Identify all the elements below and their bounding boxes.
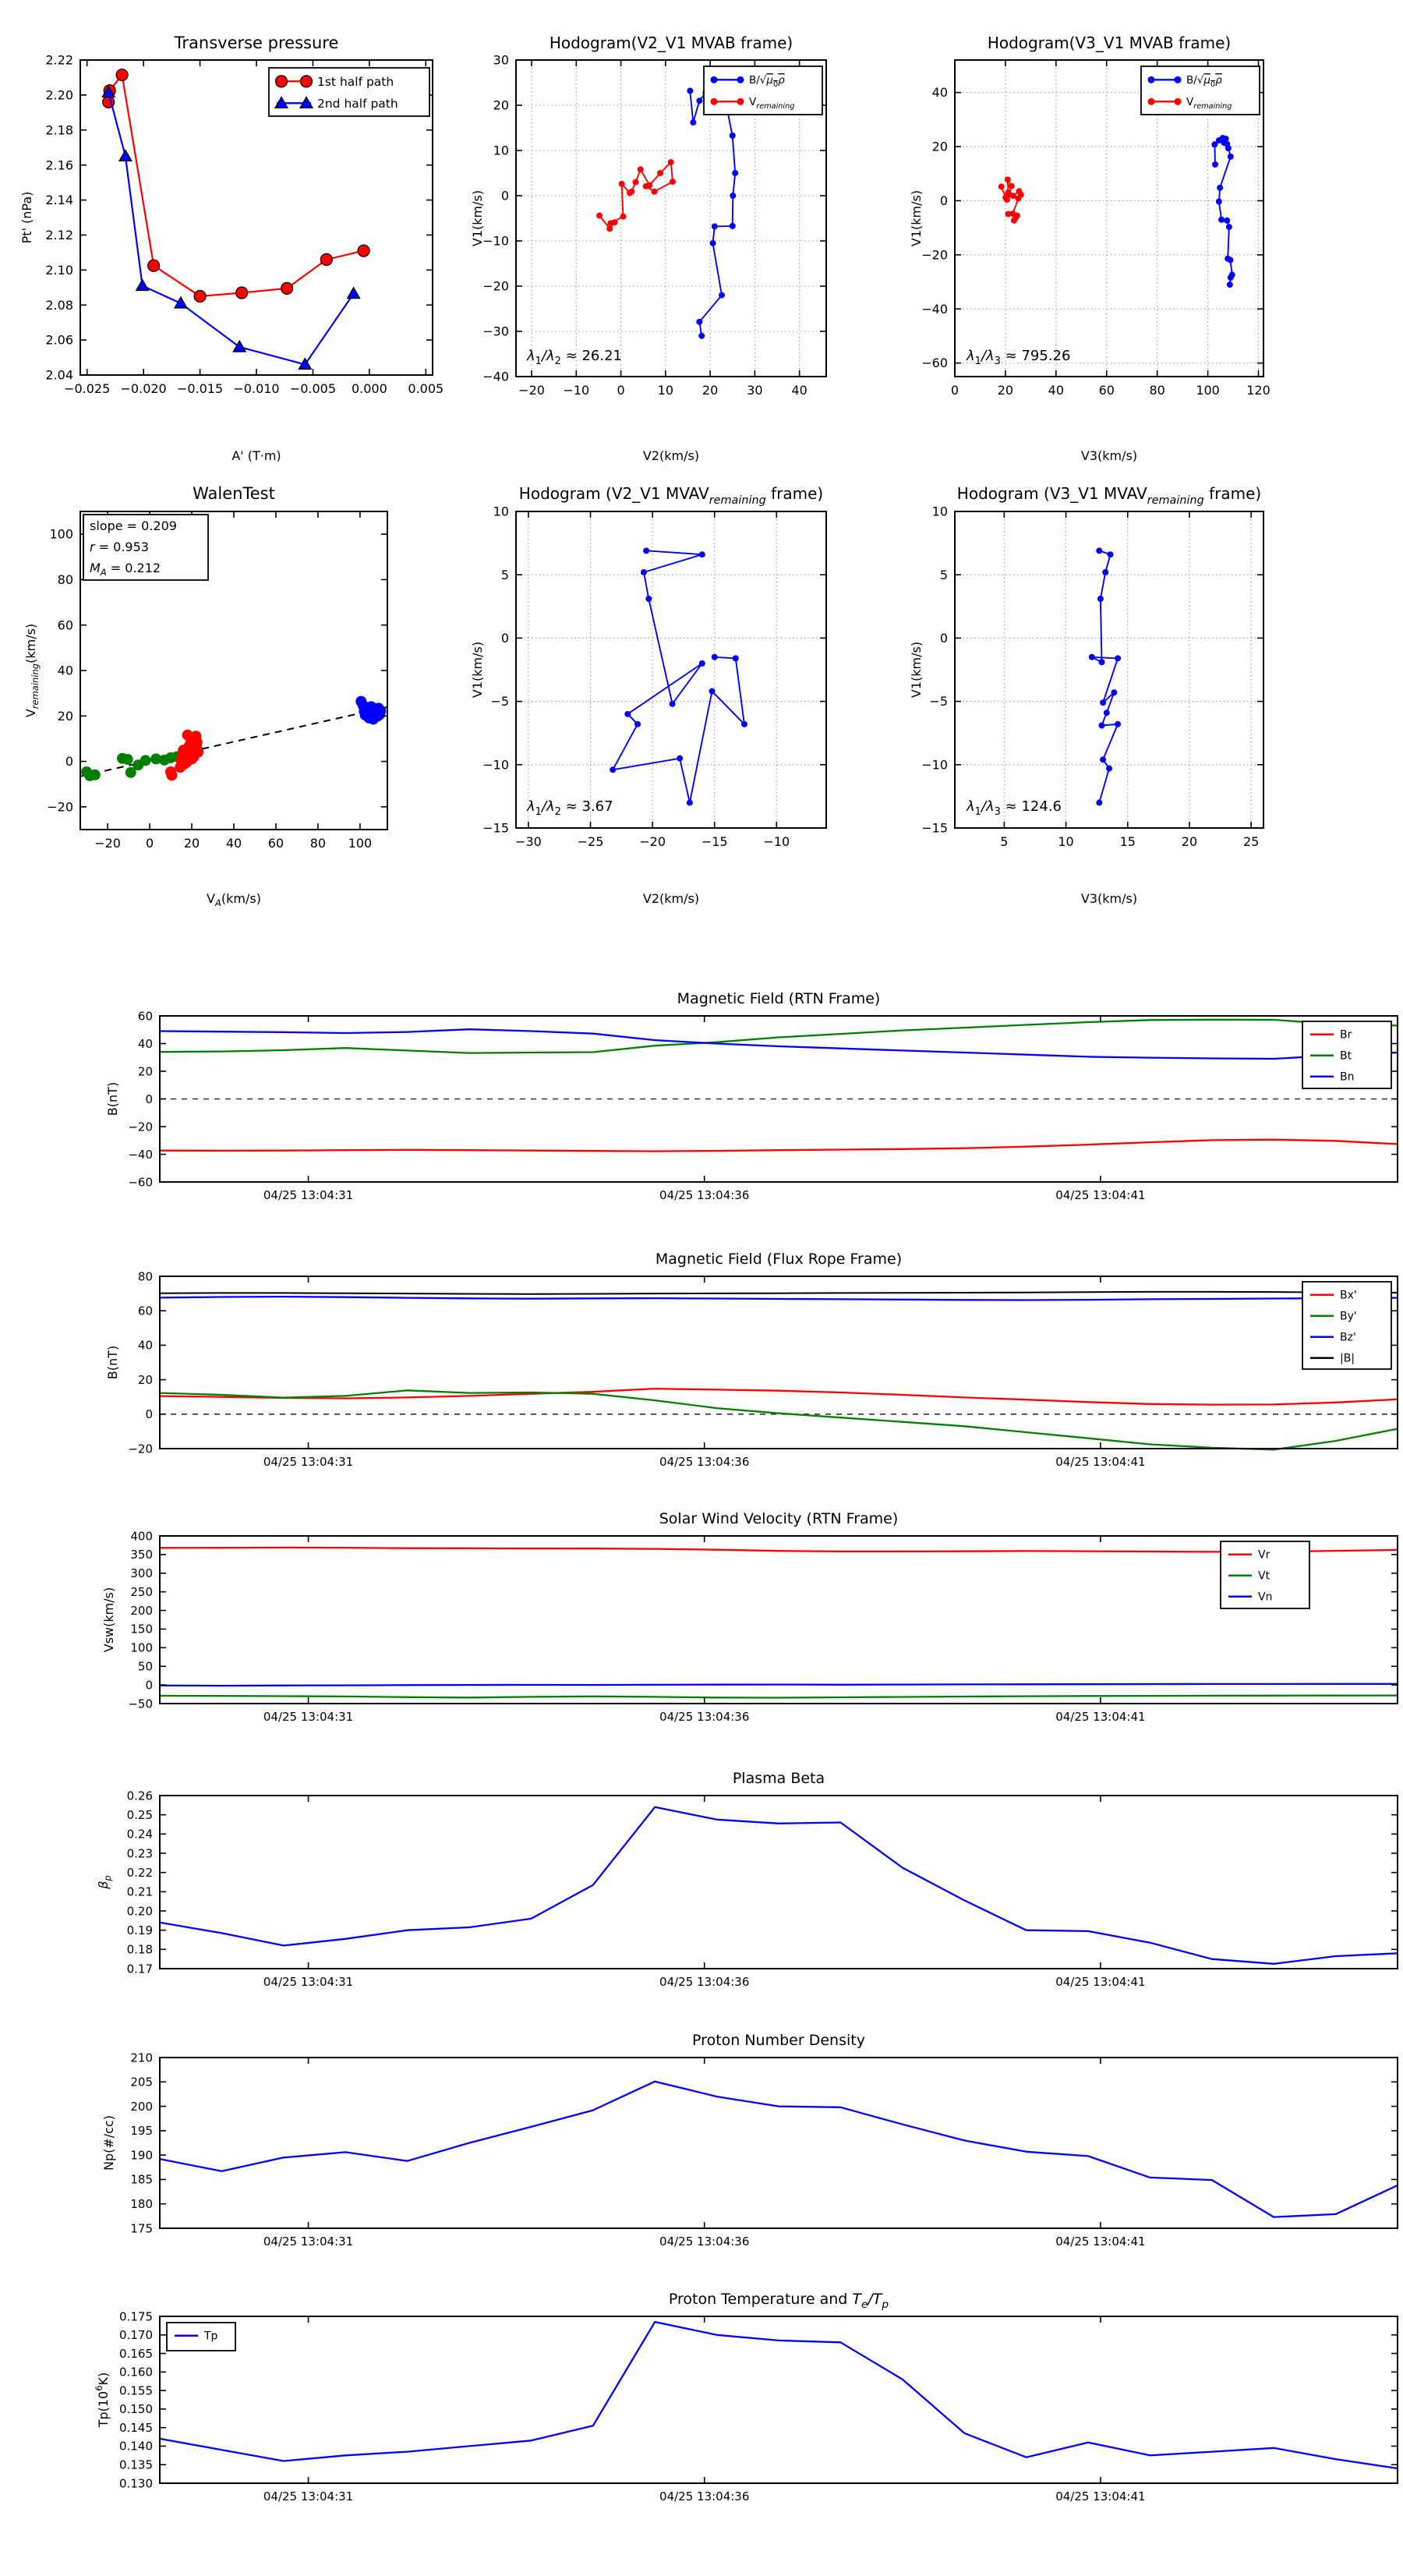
hodogram-v3v1-mvab-xtick-label: 80 (1149, 383, 1165, 398)
hodogram-v3v1-mvav-ytick-label: 5 (939, 567, 948, 582)
proton-number-density-xtick-label: 04/25 13:04:36 (659, 2235, 750, 2249)
walen-test-ytick-label: −20 (47, 799, 73, 815)
magnetic-field-flux-rope-legend-label: By' (1340, 1310, 1357, 1323)
hodogram-v2v1-mvav-ytick-label: 10 (493, 504, 509, 519)
magnetic-field-flux-rope-title: Magnetic Field (Flux Rope Frame) (655, 1251, 903, 1268)
magnetic-field-rtn-ytick-label: 0 (145, 1092, 153, 1106)
walen-test-ytick-label: 60 (57, 617, 73, 633)
proton-number-density-ytick-label: 175 (130, 2221, 153, 2236)
magnetic-field-rtn-title: Magnetic Field (RTN Frame) (677, 990, 881, 1007)
hodogram-v3v1-mvav-ytick-label: −5 (929, 694, 948, 709)
hodogram-v2v1-mvab-xtick-label: −10 (563, 383, 590, 398)
magnetic-field-rtn-legend-label: Br (1340, 1028, 1352, 1042)
hodogram-v2v1-mvav-ytick-label: 5 (500, 567, 509, 582)
chart-hodogram-v2v1-mvav (470, 484, 826, 906)
solar-wind-velocity-xtick-label: 04/25 13:04:41 (1055, 1710, 1146, 1724)
hodogram-v2v1-mvab-title: Hodogram(V2_V1 MVAB frame) (549, 34, 793, 52)
magnetic-field-flux-rope-legend (1302, 1282, 1391, 1369)
transverse-pressure-xtick-label: −0.025 (64, 381, 111, 396)
hodogram-v2v1-mvab-ytick-label: −40 (482, 369, 509, 384)
hodogram-v3v1-mvab-ytick-label: 0 (939, 193, 948, 209)
solar-wind-velocity-legend (1221, 1541, 1309, 1608)
walen-test-ytick-label: 40 (57, 663, 73, 678)
solar-wind-velocity-ytick-label: 100 (130, 1640, 153, 1655)
hodogram-v2v1-mvab-ytick-label: −10 (482, 233, 509, 249)
solar-wind-velocity-ytick-label: 150 (130, 1622, 153, 1637)
chart-hodogram-v3v1-mvav (909, 484, 1263, 906)
plasma-beta-ytick-label: 0.24 (126, 1827, 153, 1842)
transverse-pressure-xtick-label: 0.000 (351, 381, 387, 396)
solar-wind-velocity-series-vr (160, 1548, 1398, 1552)
hodogram-v3v1-mvab-xtick-label: 0 (950, 383, 959, 398)
proton-temperature-series-tp (160, 2322, 1398, 2468)
hodogram-v3v1-mvab-xtick-label: 120 (1246, 383, 1270, 398)
hodogram-v3v1-mvab-xtick-label: 100 (1196, 383, 1220, 398)
transverse-pressure-xtick-label: −0.005 (289, 381, 337, 396)
transverse-pressure-ytick-label: 2.12 (45, 228, 73, 243)
hodogram-v2v1-mvab-ytick-label: −20 (482, 278, 509, 294)
solar-wind-velocity-axes (160, 1536, 1398, 1704)
solar-wind-velocity-ytick-label: 400 (130, 1529, 153, 1544)
hodogram-v3v1-mvav-xlabel: V3(km/s) (1080, 891, 1138, 906)
solar-wind-velocity-legend-label: Vn (1258, 1591, 1273, 1604)
proton-temperature-ytick-label: 0.155 (119, 2383, 153, 2398)
proton-temperature-ytick-label: 0.130 (119, 2476, 153, 2491)
plasma-beta-ytick-label: 0.18 (126, 1942, 153, 1957)
walen-test-fit-line (80, 707, 387, 777)
hodogram-v3v1-mvab-ytick-label: −60 (921, 356, 948, 371)
solar-wind-velocity-ytick-label: 200 (130, 1603, 153, 1618)
transverse-pressure-ylabel: Pt' (nPa) (19, 191, 34, 244)
proton-temperature-ylabel: $Tp(10^6K)$ (94, 2372, 111, 2428)
proton-temperature-legend (167, 2323, 235, 2351)
transverse-pressure-title: Transverse pressure (174, 34, 339, 52)
plasma-beta-ylabel: $\beta_p$ (96, 1875, 113, 1889)
proton-number-density-ytick-label: 185 (130, 2172, 153, 2187)
hodogram-v2v1-mvab-ytick-label: 0 (500, 188, 509, 203)
hodogram-v2v1-mvab-ytick-label: 20 (493, 97, 509, 113)
magnetic-field-rtn-xtick-label: 04/25 13:04:31 (263, 1188, 354, 1202)
walen-test-ylabel: $V_{remaining}(km/s)$ (23, 623, 41, 718)
magnetic-field-rtn-series-br (160, 1140, 1398, 1152)
solar-wind-velocity-series-vn (160, 1684, 1398, 1686)
proton-temperature-xtick-label: 04/25 13:04:31 (263, 2489, 354, 2503)
proton-number-density-ylabel: Np(#/cc) (101, 2115, 116, 2171)
hodogram-v2v1-mvav-series-v-remaining-path (613, 550, 744, 802)
chart-solar-wind-velocity (101, 1510, 1398, 1724)
chart-magnetic-field-flux-rope (105, 1251, 1398, 1469)
proton-number-density-xtick-label: 04/25 13:04:31 (263, 2235, 354, 2249)
magnetic-field-flux-rope-series-b-magnitude (160, 1292, 1398, 1294)
magnetic-field-flux-rope-ylabel: B(nT) (105, 1345, 120, 1380)
transverse-pressure-legend-label: 1st half path (317, 74, 394, 89)
magnetic-field-rtn-ytick-label: −60 (128, 1175, 153, 1190)
hodogram-v3v1-mvav-ytick-label: 10 (931, 504, 948, 519)
magnetic-field-rtn-xtick-label: 04/25 13:04:41 (1055, 1188, 1146, 1202)
transverse-pressure-ytick-label: 2.16 (45, 157, 73, 173)
hodogram-v2v1-mvab-xlabel: V2(km/s) (642, 448, 700, 463)
proton-temperature-ytick-label: 0.140 (119, 2439, 153, 2454)
hodogram-v2v1-mvab-legend-label: $B/√\mu_0\rho$ (749, 74, 785, 90)
hodogram-v3v1-mvav-ytick-label: −10 (921, 757, 948, 773)
proton-temperature-xtick-label: 04/25 13:04:36 (659, 2489, 750, 2503)
transverse-pressure-ytick-label: 2.10 (45, 262, 73, 278)
plasma-beta-ytick-label: 0.19 (126, 1923, 153, 1937)
transverse-pressure-ytick-label: 2.22 (45, 52, 73, 68)
magnetic-field-rtn-legend-label: Bn (1340, 1070, 1355, 1084)
hodogram-v2v1-mvab-ytick-label: 30 (493, 52, 509, 68)
transverse-pressure-ytick-label: 2.20 (45, 87, 73, 103)
solar-wind-velocity-ytick-label: 350 (130, 1548, 153, 1562)
hodogram-v3v1-mvab-annotation: $\lambda_1/\lambda_3 \approx 795.26$ (967, 348, 1071, 367)
hodogram-v3v1-mvav-xtick-label: 5 (1000, 834, 1009, 849)
plasma-beta-ytick-label: 0.23 (126, 1846, 153, 1861)
plasma-beta-ytick-label: 0.25 (126, 1807, 153, 1822)
hodogram-v2v1-mvav-ytick-label: −15 (482, 820, 509, 836)
hodogram-v3v1-mvab-legend-label: $V_{remaining}$ (1186, 96, 1232, 111)
transverse-pressure-xtick-label: −0.020 (120, 381, 167, 396)
solar-wind-velocity-ytick-label: 250 (130, 1584, 153, 1599)
proton-number-density-ytick-label: 205 (130, 2075, 153, 2089)
transverse-pressure-xlabel: A' (T·m) (231, 448, 281, 463)
magnetic-field-rtn-ylabel: B(nT) (105, 1081, 120, 1116)
proton-number-density-ytick-label: 195 (130, 2124, 153, 2139)
proton-temperature-xtick-label: 04/25 13:04:41 (1055, 2489, 1146, 2503)
hodogram-v2v1-mvab-series-b-over-sqrt-mu0rho (690, 90, 735, 335)
walen-test-ytick-label: 80 (57, 572, 73, 588)
plasma-beta-series-beta-p (160, 1807, 1398, 1964)
hodogram-v2v1-mvab-ytick-label: −30 (482, 324, 509, 339)
plasma-beta-title: Plasma Beta (732, 1770, 825, 1787)
transverse-pressure-ytick-label: 2.08 (45, 297, 73, 313)
chart-transverse-pressure (19, 34, 444, 463)
transverse-pressure-ytick-label: 2.14 (45, 193, 73, 208)
hodogram-v3v1-mvav-xtick-label: 10 (1058, 834, 1074, 849)
solar-wind-velocity-ytick-label: −50 (128, 1697, 153, 1711)
hodogram-v3v1-mvab-ytick-label: 40 (931, 85, 948, 101)
hodogram-v2v1-mvav-title: Hodogram (V2_V1 $MVAV_{remaining}$ frame) (518, 484, 824, 507)
solar-wind-velocity-title: Solar Wind Velocity (RTN Frame) (659, 1510, 899, 1527)
hodogram-v2v1-mvav-xtick-label: −20 (639, 834, 666, 849)
hodogram-v2v1-mvav-xtick-label: −25 (577, 834, 604, 849)
proton-temperature-title: Proton Temperature and $T_e/T_p$ (668, 2291, 889, 2311)
hodogram-v3v1-mvab-title: Hodogram(V3_V1 MVAB frame) (987, 34, 1232, 52)
magnetic-field-flux-rope-ytick-label: 20 (137, 1372, 153, 1387)
hodogram-v3v1-mvab-ytick-label: −40 (921, 301, 948, 317)
hodogram-v3v1-mvab-xlabel: V3(km/s) (1080, 448, 1138, 463)
proton-number-density-ytick-label: 210 (130, 2051, 153, 2065)
transverse-pressure-legend-label: 2nd half path (317, 96, 398, 111)
plasma-beta-ytick-label: 0.26 (126, 1789, 153, 1803)
hodogram-v3v1-mvab-ylabel: V1(km/s) (909, 189, 924, 247)
plasma-beta-ytick-label: 0.22 (126, 1865, 153, 1880)
magnetic-field-rtn-ytick-label: −20 (128, 1120, 153, 1134)
magnetic-field-rtn-xtick-label: 04/25 13:04:36 (659, 1188, 750, 1202)
solar-wind-velocity-ytick-label: 0 (145, 1678, 153, 1693)
chart-plasma-beta (96, 1770, 1398, 1989)
hodogram-v2v1-mvav-annotation: $\lambda_1/\lambda_2 \approx 3.67$ (527, 798, 613, 818)
magnetic-field-rtn-ytick-label: 40 (137, 1036, 153, 1051)
magnetic-field-flux-rope-ytick-label: −20 (128, 1442, 153, 1456)
magnetic-field-flux-rope-ytick-label: 40 (137, 1338, 153, 1353)
hodogram-v2v1-mvab-xtick-label: 20 (702, 383, 719, 398)
hodogram-v2v1-mvab-xtick-label: 0 (617, 383, 625, 398)
magnetic-field-rtn-ytick-label: −40 (128, 1147, 153, 1162)
hodogram-v3v1-mvab-ytick-label: 20 (931, 139, 948, 154)
proton-temperature-ytick-label: 0.150 (119, 2402, 153, 2417)
walen-test-xtick-label: 40 (225, 836, 242, 851)
plasma-beta-axes (160, 1796, 1398, 1969)
solar-wind-velocity-legend-label: Vt (1258, 1569, 1270, 1583)
hodogram-v2v1-mvab-xtick-label: 10 (657, 383, 674, 398)
solar-wind-velocity-series-vt (160, 1696, 1398, 1698)
chart-magnetic-field-rtn (105, 990, 1398, 1202)
walen-test-ytick-label: 20 (57, 708, 73, 724)
hodogram-v2v1-mvav-xtick-label: −10 (763, 834, 790, 849)
plasma-beta-xtick-label: 04/25 13:04:41 (1055, 1975, 1146, 1989)
hodogram-v3v1-mvab-legend-label: $B/√\mu_0\rho$ (1186, 74, 1222, 90)
proton-temperature-ytick-label: 0.160 (119, 2365, 153, 2380)
hodogram-v3v1-mvav-xtick-label: 15 (1119, 834, 1136, 849)
magnetic-field-flux-rope-ytick-label: 60 (137, 1304, 153, 1318)
hodogram-v2v1-mvab-xtick-label: 30 (747, 383, 763, 398)
hodogram-v3v1-mvav-markers-v-remaining-path (1089, 547, 1121, 805)
hodogram-v3v1-mvab-xtick-label: 40 (1048, 383, 1065, 398)
chart-proton-temperature (94, 2291, 1398, 2503)
hodogram-v2v1-mvav-axes (516, 511, 826, 828)
walen-test-ytick-label: 100 (49, 526, 73, 542)
proton-number-density-axes (160, 2058, 1398, 2228)
proton-temperature-ytick-label: 0.165 (119, 2346, 153, 2361)
hodogram-v2v1-mvab-ytick-label: 10 (493, 143, 509, 158)
chart-hodogram-v2v1-mvab (470, 34, 826, 463)
magnetic-field-rtn-ytick-label: 60 (137, 1009, 153, 1024)
magnetic-field-flux-rope-legend-label: Bz' (1340, 1331, 1356, 1344)
magnetic-field-rtn-series-bt (160, 1020, 1398, 1053)
hodogram-v2v1-mvav-ytick-label: 0 (500, 631, 509, 646)
hodogram-v2v1-mvab-annotation: $\lambda_1/\lambda_2 \approx 26.21$ (527, 348, 622, 367)
magnetic-field-flux-rope-axes (160, 1276, 1398, 1449)
hodogram-v2v1-mvab-legend-label: $V_{remaining}$ (749, 96, 795, 111)
hodogram-v3v1-mvab-xtick-label: 20 (997, 383, 1014, 398)
hodogram-v3v1-mvav-ytick-label: −15 (921, 820, 948, 836)
hodogram-v3v1-mvav-xtick-label: 25 (1242, 834, 1260, 849)
hodogram-v2v1-mvab-legend (704, 66, 822, 115)
magnetic-field-rtn-series-bn (160, 1029, 1398, 1059)
walen-test-xtick-label: 100 (348, 836, 373, 851)
hodogram-v2v1-mvav-ytick-label: −5 (490, 694, 509, 709)
plasma-beta-ytick-label: 0.17 (126, 1962, 153, 1976)
hodogram-v2v1-mvav-xtick-label: −15 (701, 834, 728, 849)
hodogram-v2v1-mvab-xtick-label: −20 (518, 383, 545, 398)
transverse-pressure-xtick-label: −0.010 (233, 381, 280, 396)
magnetic-field-rtn-legend (1302, 1021, 1391, 1088)
magnetic-field-flux-rope-ytick-label: 0 (145, 1407, 153, 1422)
hodogram-v2v1-mvav-ytick-label: −10 (482, 757, 509, 773)
walen-test-xtick-label: 60 (267, 836, 284, 851)
chart-hodogram-v3v1-mvab (909, 34, 1270, 463)
magnetic-field-flux-rope-xtick-label: 04/25 13:04:41 (1055, 1455, 1146, 1469)
transverse-pressure-legend (269, 68, 429, 116)
proton-number-density-xtick-label: 04/25 13:04:41 (1055, 2235, 1146, 2249)
proton-temperature-ytick-label: 0.170 (119, 2328, 153, 2343)
proton-temperature-ytick-label: 0.135 (119, 2457, 153, 2472)
magnetic-field-rtn-legend-label: Bt (1340, 1049, 1352, 1063)
hodogram-v3v1-mvav-annotation: $\lambda_1/\lambda_3 \approx 124.6$ (967, 798, 1062, 818)
proton-number-density-title: Proton Number Density (692, 2032, 865, 2049)
hodogram-v2v1-mvav-ylabel: V1(km/s) (470, 641, 485, 699)
solar-wind-velocity-ytick-label: 300 (130, 1566, 153, 1581)
proton-number-density-ytick-label: 200 (130, 2099, 153, 2114)
transverse-pressure-ytick-label: 2.06 (45, 332, 73, 348)
proton-temperature-ytick-label: 0.175 (119, 2309, 153, 2324)
transverse-pressure-ytick-label: 2.18 (45, 122, 73, 138)
plasma-beta-xtick-label: 04/25 13:04:31 (263, 1975, 354, 1989)
magnetic-field-flux-rope-xtick-label: 04/25 13:04:36 (659, 1455, 750, 1469)
hodogram-v3v1-mvab-ytick-label: −20 (921, 247, 948, 263)
hodogram-v3v1-mvab-markers-v-remaining (998, 176, 1024, 223)
magnetic-field-flux-rope-xtick-label: 04/25 13:04:31 (263, 1455, 354, 1469)
walen-test-xtick-label: −20 (94, 836, 121, 851)
walen-test-xlabel: $V_A(km/s)$ (207, 891, 261, 908)
magnetic-field-flux-rope-legend-label: Bx' (1340, 1289, 1357, 1302)
solar-wind-velocity-xtick-label: 04/25 13:04:36 (659, 1710, 750, 1724)
hodogram-v2v1-mvab-ylabel: V1(km/s) (470, 189, 485, 247)
walen-test-stats-line: r = 0.953 (90, 540, 149, 554)
solar-wind-velocity-legend-label: Vr (1258, 1548, 1270, 1562)
plasma-beta-ytick-label: 0.20 (126, 1904, 153, 1919)
hodogram-v3v1-mvab-legend (1141, 66, 1260, 115)
hodogram-v2v1-mvab-xtick-label: 40 (791, 383, 808, 398)
proton-number-density-series-np (160, 2082, 1398, 2217)
hodogram-v3v1-mvav-ytick-label: 0 (939, 631, 948, 646)
walen-test-markers-third-interval-points (355, 696, 386, 725)
solar-wind-velocity-ytick-label: 50 (137, 1659, 153, 1674)
plasma-beta-xtick-label: 04/25 13:04:36 (659, 1975, 750, 1989)
hodogram-v2v1-mvav-xlabel: V2(km/s) (642, 891, 700, 906)
walen-test-xtick-label: 20 (183, 836, 200, 851)
proton-temperature-axes (160, 2316, 1398, 2483)
transverse-pressure-xtick-label: −0.015 (176, 381, 224, 396)
magnetic-field-flux-rope-series-by-prime (160, 1390, 1398, 1449)
plasma-beta-ytick-label: 0.21 (126, 1884, 153, 1899)
walen-test-stats-line: $M_A = 0.212$ (90, 561, 161, 578)
chart-walen-test (23, 484, 387, 908)
magnetic-field-rtn-ytick-label: 20 (137, 1064, 153, 1079)
proton-number-density-ytick-label: 180 (130, 2196, 153, 2211)
magnetic-field-flux-rope-series-bz-prime (160, 1297, 1398, 1300)
transverse-pressure-markers-2nd-half-path (102, 87, 359, 370)
walen-test-stats-line: slope = 0.209 (90, 518, 177, 533)
walen-test-ytick-label: 0 (65, 754, 73, 770)
transverse-pressure-series-2nd-half-path (108, 93, 353, 365)
chart-proton-number-density (101, 2032, 1398, 2249)
solar-wind-velocity-xtick-label: 04/25 13:04:31 (263, 1710, 354, 1724)
hodogram-v3v1-mvav-title: Hodogram (V3_V1 $MVAV_{remaining}$ frame) (956, 484, 1262, 507)
hodogram-v3v1-mvab-xtick-label: 60 (1098, 383, 1115, 398)
hodogram-v3v1-mvav-ylabel: V1(km/s) (909, 641, 924, 699)
proton-number-density-ytick-label: 190 (130, 2148, 153, 2163)
solar-wind-velocity-ylabel: Vsw(km/s) (101, 1587, 116, 1653)
walen-test-xtick-label: 80 (309, 836, 327, 851)
magnetic-field-flux-rope-legend-label: |B| (1340, 1352, 1355, 1365)
hodogram-v3v1-mvav-xtick-label: 20 (1181, 834, 1198, 849)
walen-test-xtick-label: 0 (145, 836, 154, 851)
walen-test-title: WalenTest (193, 484, 275, 503)
magnetic-field-flux-rope-ytick-label: 80 (137, 1269, 153, 1284)
proton-temperature-legend-label: Tp (204, 2330, 218, 2343)
proton-temperature-ytick-label: 0.145 (119, 2420, 153, 2435)
transverse-pressure-ytick-label: 2.04 (45, 367, 73, 383)
transverse-pressure-xtick-label: 0.005 (408, 381, 444, 396)
hodogram-v2v1-mvav-xtick-label: −30 (515, 834, 542, 849)
